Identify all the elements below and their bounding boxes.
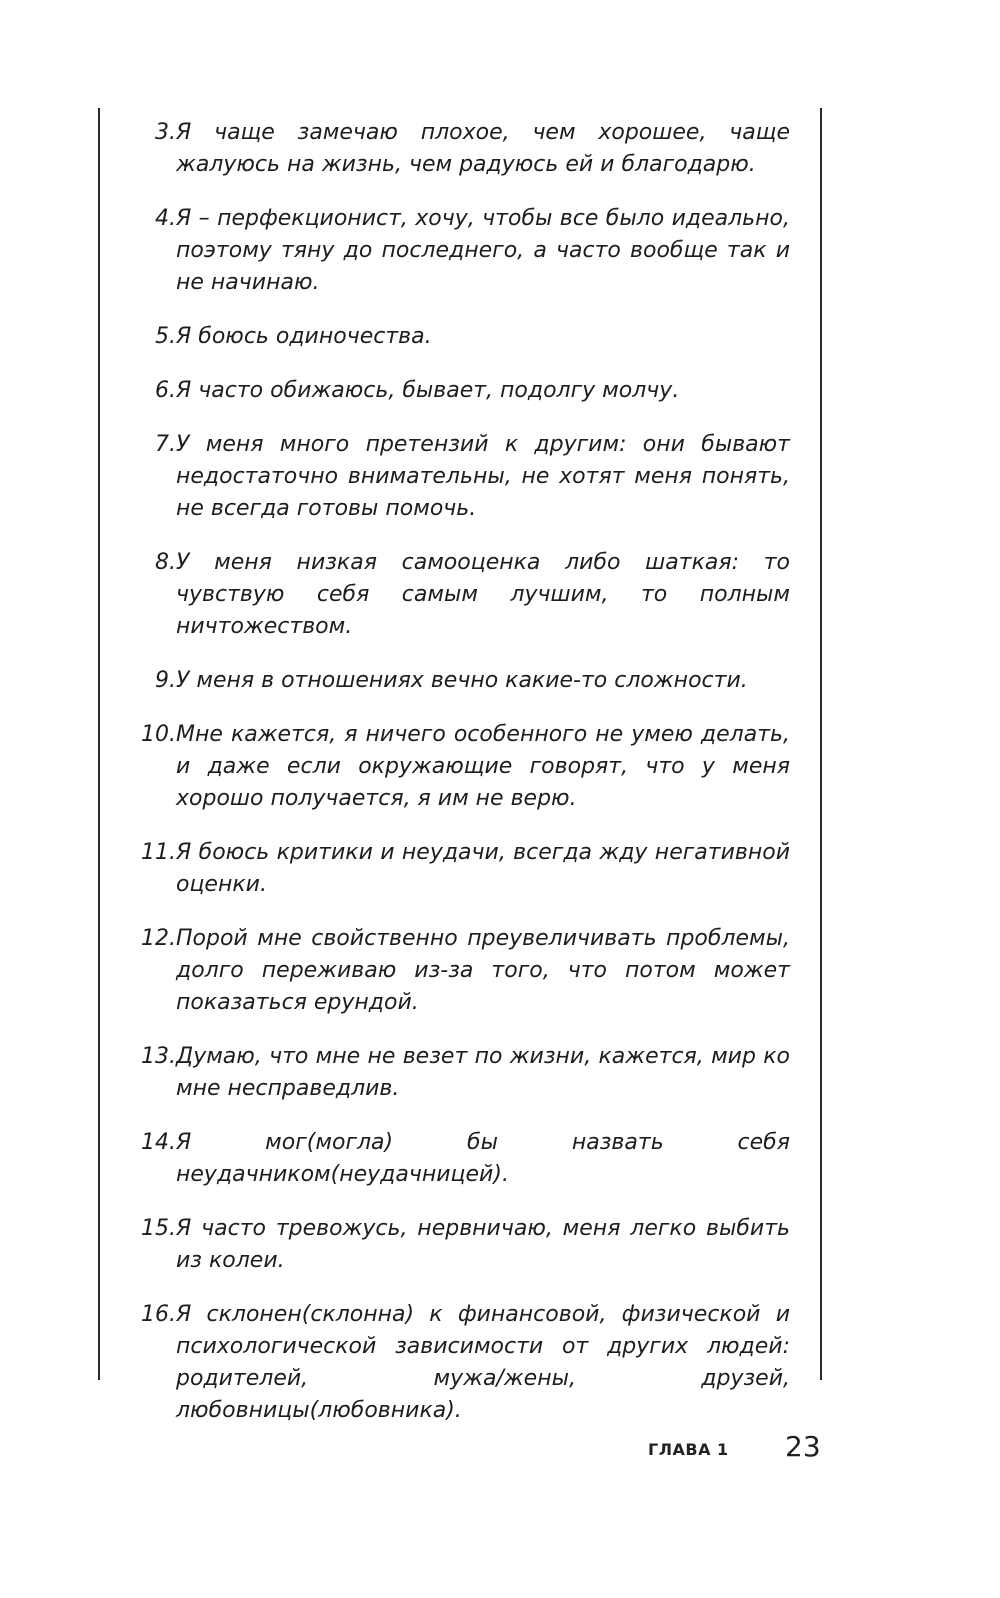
item-number: 13. <box>141 1044 176 1069</box>
list-item <box>130 719 790 815</box>
item-number: 7. <box>155 432 176 457</box>
list-item <box>130 837 790 901</box>
chapter-label: ГЛАВА 1 <box>648 1440 729 1459</box>
item-text: У меня в отношениях вечно какие-то сложности. <box>176 668 748 693</box>
item-text: У меня много претензий к другим: они бывают недостаточно внимательны, не хотят меня понять, не всегда готовы помочь. <box>176 432 790 521</box>
list-item <box>130 117 790 181</box>
item-number: 11. <box>141 840 176 865</box>
list-item <box>130 1127 790 1191</box>
item-text: Я часто тревожусь, нервничаю, меня легко выбить из колеи. <box>176 1216 790 1273</box>
list-item <box>130 547 790 643</box>
item-number: 12. <box>141 926 176 951</box>
checklist <box>130 117 790 1449</box>
right-margin-rule <box>820 108 822 1380</box>
item-number: 4. <box>155 206 176 231</box>
item-number: 10. <box>141 722 176 747</box>
list-item <box>130 375 790 407</box>
list-item <box>130 1299 790 1427</box>
item-text: Мне кажется, я ничего особенного не умею делать, и даже если окружающие говорят, что у меня хорошо получается, я им не верю. <box>176 722 790 811</box>
list-item <box>130 203 790 299</box>
item-text: Я боюсь одиночества. <box>176 324 432 349</box>
item-number: 5. <box>155 324 176 349</box>
item-text: У меня низкая самооценка либо шаткая: то чувствую себя самым лучшим, то полным ничтожеством. <box>176 550 790 639</box>
page-number: 23 <box>785 1430 821 1463</box>
item-number: 16. <box>141 1302 176 1327</box>
item-text: Я – перфекционист, хочу, чтобы все было идеально, поэтому тяну до последнего, а часто вообще так и не начинаю. <box>176 206 790 295</box>
left-margin-rule <box>98 108 100 1380</box>
item-text: Я часто обижаюсь, бывает, подолгу молчу. <box>176 378 680 403</box>
item-text: Думаю, что мне не везет по жизни, кажется, мир ко мне несправедлив. <box>176 1044 790 1101</box>
item-text: Я боюсь критики и неудачи, всегда жду негативной оценки. <box>176 840 790 897</box>
list-item <box>130 321 790 353</box>
list-item <box>130 1041 790 1105</box>
list-item <box>130 429 790 525</box>
item-number: 15. <box>141 1216 176 1241</box>
item-number: 6. <box>155 378 176 403</box>
item-number: 14. <box>141 1130 176 1155</box>
item-text: Я склонен(склонна) к финансовой, физической и психологической зависимости от других людей: родителей, мужа/жены, друзей, любовницы(любовника). <box>176 1302 790 1423</box>
item-number: 9. <box>155 668 176 693</box>
item-text: Порой мне свойственно преувеличивать проблемы, долго переживаю из-за того, что потом может показаться ерундой. <box>176 926 790 1015</box>
list-item <box>130 1213 790 1277</box>
item-text: Я чаще замечаю плохое, чем хорошее, чаще жалуюсь на жизнь, чем радуюсь ей и благодарю. <box>176 120 790 177</box>
list-item <box>130 665 790 697</box>
item-number: 8. <box>155 550 176 575</box>
list-item <box>130 923 790 1019</box>
item-number: 3. <box>155 120 176 145</box>
item-text: Я мог(могла) бы назвать себя неудачником(неудачницей). <box>176 1130 790 1187</box>
